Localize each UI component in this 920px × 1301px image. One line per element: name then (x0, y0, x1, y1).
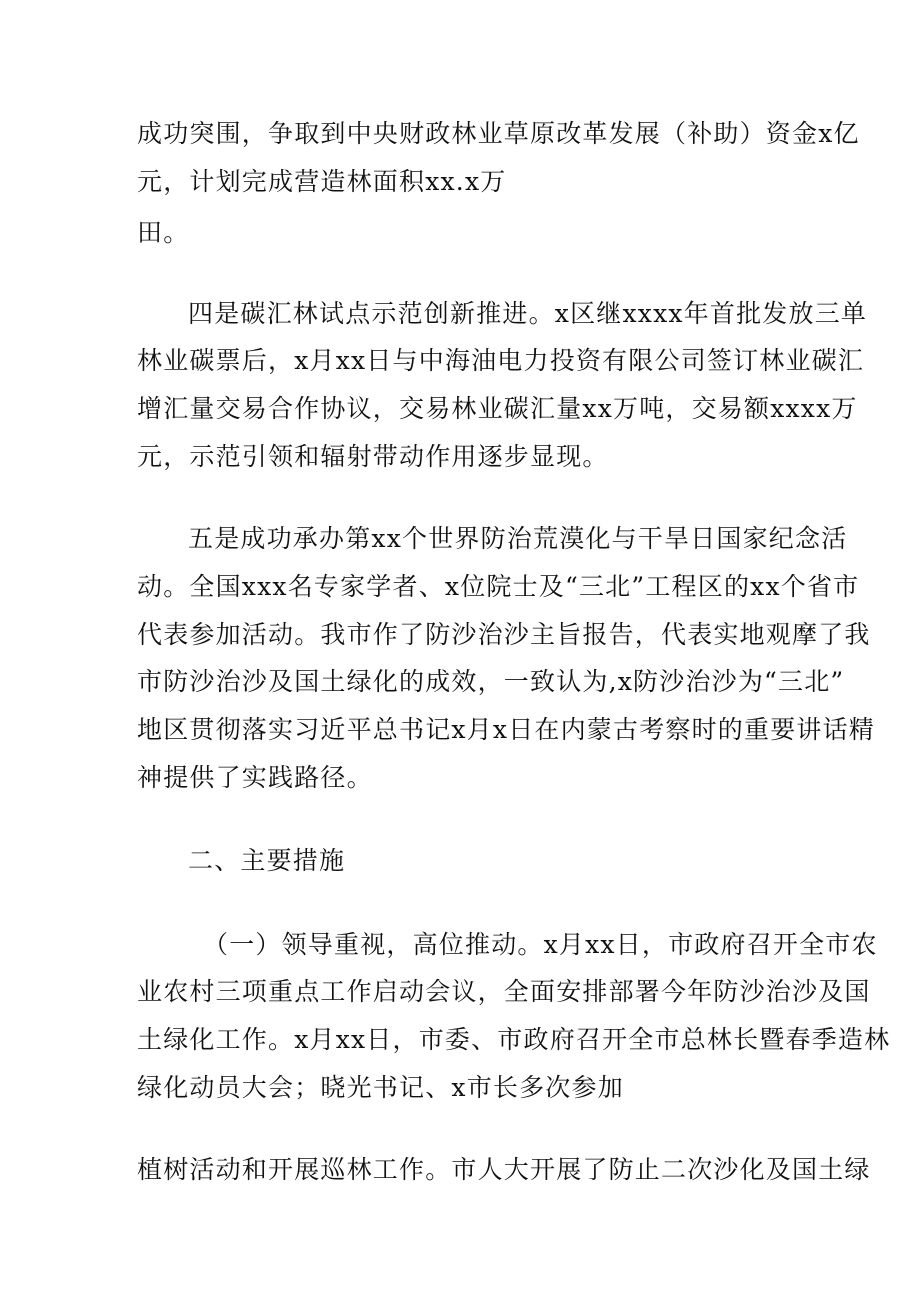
text-line: 代表参加活动。我市作了防沙治沙主旨报告，代表实地观摩了我 (137, 620, 871, 649)
text-line: 动。全国xxx名专家学者、x位院士及“三北”工程区的xx个省市 (137, 572, 860, 601)
text-line: 业农村三项重点工作启动会议，全面安排部署今年防沙治沙及国 (137, 977, 871, 1006)
text-line: 元，示范引领和辐射带动作用逐步显现。 (137, 442, 609, 471)
text-line: 市防沙治沙及国土绿化的成效，一致认为,x防沙治沙为“三北” (137, 667, 845, 696)
paragraph-first-line: 五是成功承办第xx个世界防治荒漠化与干旱日国家纪念活 (188, 524, 848, 553)
text-line: 增汇量交易合作协议，交易林业碳汇量xx万吨，交易额xxxx万 (137, 394, 858, 423)
text-line: 植树活动和开展巡林工作。市人大开展了防止二次沙化及国土绿 (137, 1155, 871, 1184)
text-line: 绿化动员大会；晓光书记、x市长多次参加 (137, 1073, 624, 1102)
text-line: 田。 (137, 218, 190, 247)
text-line: 元，计划完成营造林面积xx.x万 (137, 167, 507, 196)
text-line: 土绿化工作。x月xx日，市委、市政府召开全市总林长暨春季造林 (137, 1025, 891, 1054)
section-heading: 二、主要措施 (188, 846, 346, 875)
text-line: 林业碳票后，x月xx日与中海油电力投资有限公司签订林业碳汇 (137, 346, 865, 375)
paragraph-first-line: （一）领导重视，高位推动。x月xx日，市政府召开全市农 (203, 930, 878, 959)
paragraph-first-line: 四是碳汇林试点示范创新推进。x区继xxxx年首批发放三单 (188, 299, 868, 328)
text-line: 地区贯彻落实习近平总书记x月x日在内蒙古考察时的重要讲话精 (137, 715, 876, 744)
text-line: 神提供了实践路径。 (137, 763, 373, 792)
text-line: 成功突围，争取到中央财政林业草原改革发展（补助）资金x亿 (137, 119, 860, 148)
